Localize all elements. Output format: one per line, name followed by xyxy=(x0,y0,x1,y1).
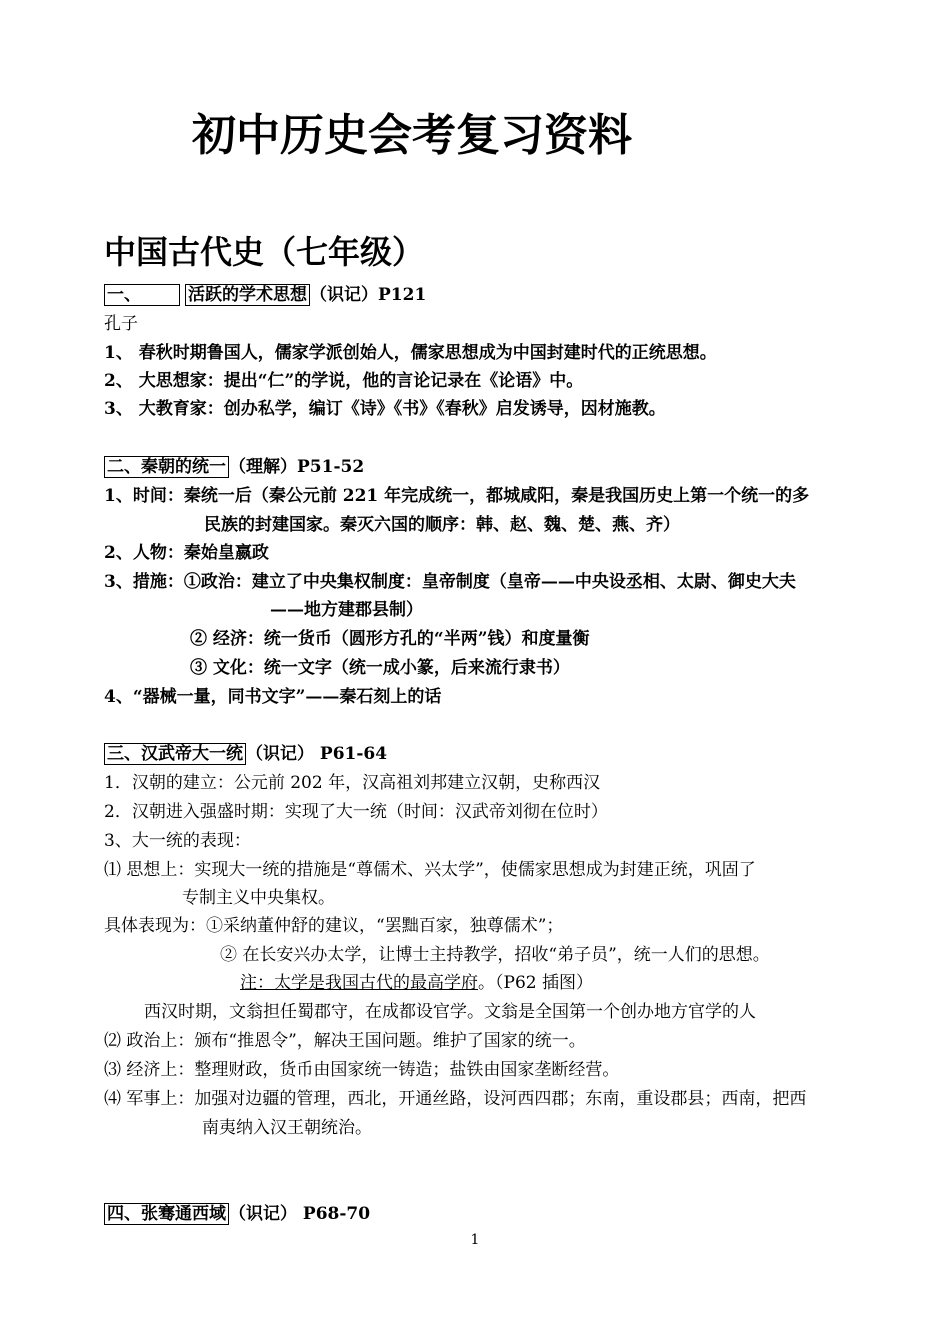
s2-line-6: ② 经济：统一货币（圆形方孔的“半两”钱）和度量衡 xyxy=(190,629,590,649)
s2-line-4: 3、措施：①政治：建立了中央集权制度：皇帝制度（皇帝——中央设丞相、太尉、御史大夫 xyxy=(104,572,796,592)
s3-line-3: 3、大一统的表现： xyxy=(104,831,251,851)
s3-line-11: ⑷ 军事上：加强对边疆的管理，西北，开通丝路，设河西四郡；东南，重设郡县；西南，把西 xyxy=(104,1089,807,1109)
section-1-tail: （识记）P121 xyxy=(310,285,427,305)
document-title: 初中历史会考复习资料 xyxy=(192,110,632,161)
section-3-tail: （识记） P61-64 xyxy=(246,744,388,764)
s3-line-4: ⑴ 思想上：实现大一统的措施是“尊儒术、兴太学”，使儒家思想成为封建正统，巩固了 xyxy=(104,860,756,880)
section-3-heading xyxy=(104,743,387,765)
s2-line-3: 2、人物：秦始皇嬴政 xyxy=(104,543,269,563)
section-1-heading-box xyxy=(104,284,180,306)
s2-line-5: ——地方建郡县制） xyxy=(270,600,423,620)
s2-line-7: ③ 文化：统一文字（统一成小篆，后来流行隶书） xyxy=(190,658,570,678)
s1-line-1: 1、 春秋时期鲁国人，儒家学派创始人，儒家思想成为中国封建时代的正统思想。 xyxy=(104,343,717,363)
s3-line-6: 具体表现为：①采纳董仲舒的建议，“罢黜百家，独尊儒术”； xyxy=(104,916,564,936)
page-number: 1 xyxy=(470,1232,480,1248)
s3-line-12: 南夷纳入汉王朝统治。 xyxy=(202,1118,372,1138)
section-1-title-box: 活跃的学术思想 xyxy=(185,284,310,306)
s1-line-3: 3、 大教育家：创办私学，编订《诗》《书》《春秋》启发诱导，因材施教。 xyxy=(104,399,666,419)
s3-line-7: ② 在长安兴办太学，让博士主持教学，招收“弟子员”，统一人们的思想。 xyxy=(220,945,770,965)
s2-line-2: 民族的封建国家。秦灭六国的顺序：韩、赵、魏、楚、燕、齐） xyxy=(204,515,680,535)
section-4-title-box: 四、张骞通西域 xyxy=(104,1203,229,1225)
s3-note xyxy=(240,972,593,994)
s1-line-2: 2、 大思想家：提出“仁”的学说，他的言论记录在《论语》中。 xyxy=(104,371,584,391)
s3-line-9: ⑵ 政治上：颁布“推恩令”，解决王国问题。维护了国家的统一。 xyxy=(104,1031,586,1051)
s1-name: 孔子 xyxy=(104,314,138,334)
section-3-title-box: 三、汉武帝大一统 xyxy=(104,743,246,765)
s2-line-8: 4、“器械一量，同书文字”——秦石刻上的话 xyxy=(104,687,442,707)
s3-line-5: 专制主义中央集权。 xyxy=(182,888,335,908)
s3-line-10: ⑶ 经济上：整理财政，货币由国家统一铸造；盐铁由国家垄断经营。 xyxy=(104,1060,620,1080)
section-2-title-box: 二、秦朝的统一 xyxy=(104,456,229,478)
s3-note-tail: 。（P62 插图） xyxy=(478,973,593,993)
section-1-prefix: 一、 xyxy=(107,285,141,305)
section-2-heading xyxy=(104,456,364,478)
s3-line-8: 西汉时期，文翁担任蜀郡守，在成都设官学。文翁是全国第一个创办地方官学的人 xyxy=(144,1002,756,1022)
s2-line-1: 1、时间：秦统一后（秦公元前 221 年完成统一，都城咸阳，秦是我国历史上第一个统一的多 xyxy=(104,486,810,506)
section-4-tail: （识记） P68-70 xyxy=(229,1204,371,1224)
section-2-tail: （理解）P51-52 xyxy=(229,457,365,477)
s3-line-2: 2．汉朝进入强盛时期：实现了大一统（时间：汉武帝刘彻在位时） xyxy=(104,802,608,822)
section-title-ancient-china: 中国古代史（七年级） xyxy=(104,233,425,271)
section-4-heading xyxy=(104,1203,370,1225)
s3-line-1: 1．汉朝的建立：公元前 202 年，汉高祖刘邦建立汉朝，史称西汉 xyxy=(104,773,601,793)
section-1-heading xyxy=(104,284,426,306)
s3-note-underlined: 注：太学是我国古代的最高学府 xyxy=(240,973,478,993)
